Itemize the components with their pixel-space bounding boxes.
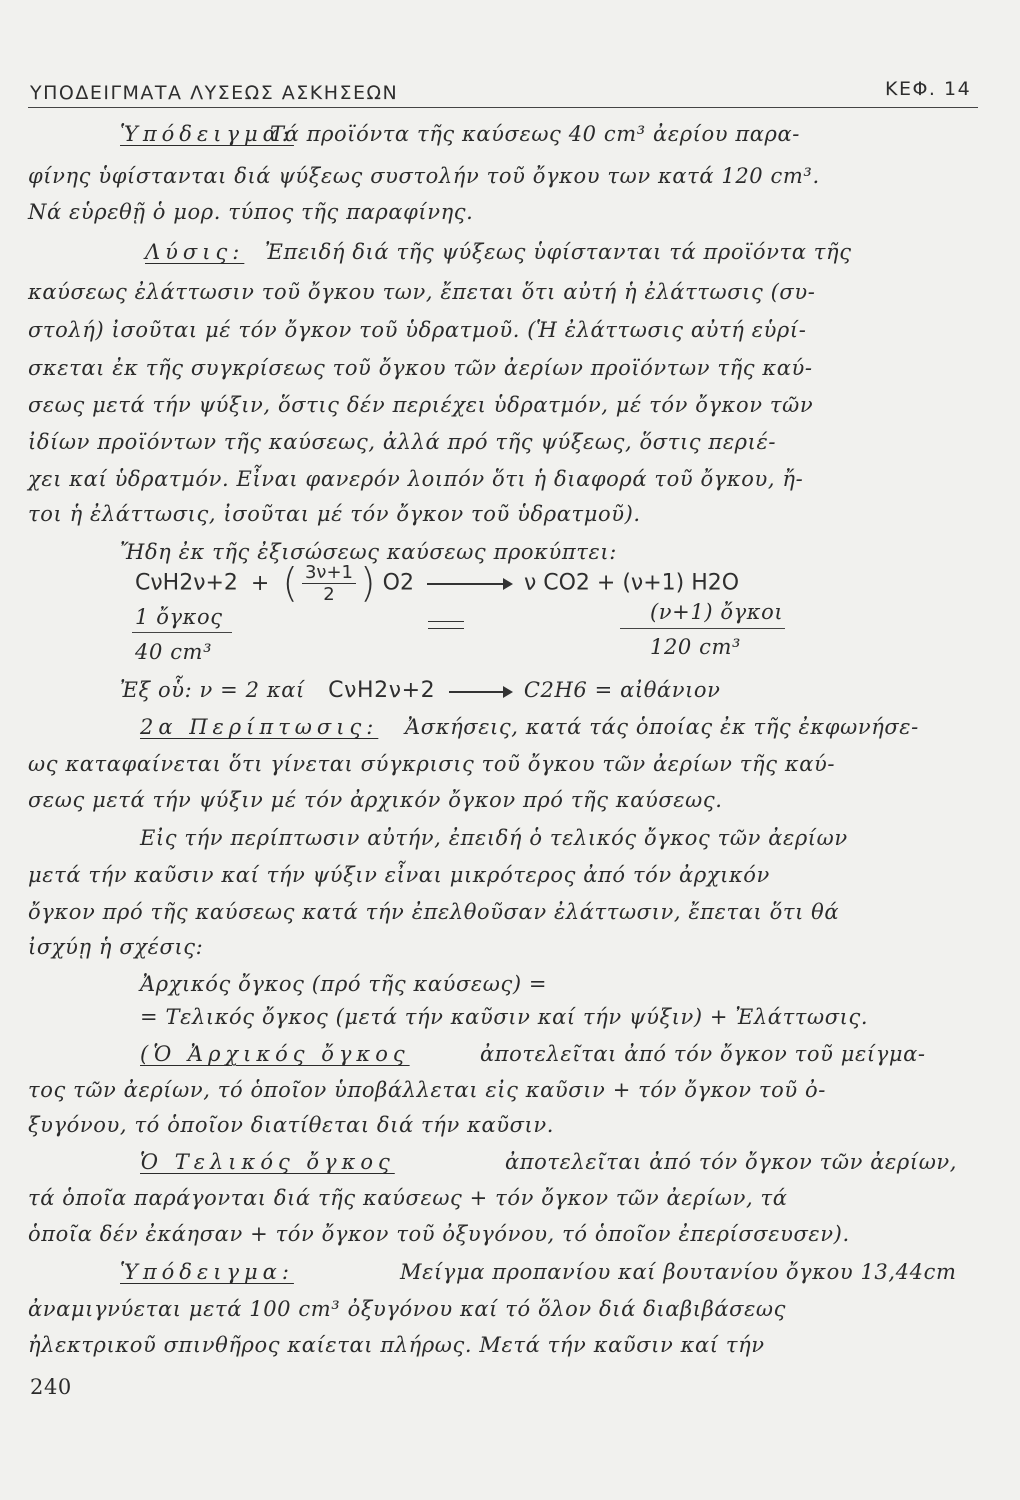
case2-line-5: μετά τήν καῦσιν καί τήν ψύξιν εἶναι μικρότερος ἀπό τόν ἀρχικόν — [28, 863, 770, 887]
solution-line-8: τοι ἡ ἐλάττωσις, ἰσοῦται μέ τόν ὄγκον τοῦ ὑδρατμοῦ). — [28, 502, 641, 526]
final-volume-line-1: ἀποτελεῖται ἀπό τόν ὄγκον τῶν ἀερίων, — [505, 1150, 958, 1174]
initial-volume-relation: Ἀρχικός ὄγκος (πρό τῆς καύσεως) = — [140, 972, 548, 996]
result-text: Ἐξ οὗ: ν = 2 καί — [120, 678, 305, 702]
case2-line-2: ως καταφαίνεται ὅτι γίνεται σύγκρισις τοῦ ὄγκου τῶν ἀερίων τῆς καύ- — [28, 752, 836, 776]
reaction-arrow-icon — [427, 583, 511, 585]
result-product: C2H6 = αἰθάνιον — [523, 678, 721, 702]
case2-title: 2α Περίπτωσις: — [140, 715, 379, 739]
solution-line-7: χει καί ὑδρατμόν. Εἶναι φανερόν λοιπόν ὅτι ἡ διαφορά τοῦ ὄγκου, ἤ- — [28, 467, 804, 491]
result-arrow-icon — [449, 691, 511, 693]
left-ratio-denominator: 40 cm³ — [135, 640, 213, 664]
final-volume-relation: = Τελικός ὄγκος (μετά τήν καῦσιν καί τήν ψύξιν) + Ἐλάττωσις. — [140, 1005, 869, 1029]
initial-volume-line-3: ξυγόνου, τό ὁποῖον διατίθεται διά τήν καῦσιν. — [28, 1113, 555, 1137]
solution-line-4: σκεται ἐκ τῆς συγκρίσεως τοῦ ὄγκου τῶν ἀερίων προϊόντων τῆς καύ- — [28, 356, 813, 380]
header-rule — [28, 107, 978, 108]
initial-volume-line-1: ἀποτελεῖται ἀπό τόν ὄγκον τοῦ μείγμα- — [480, 1042, 926, 1066]
example2-line-1: Μείγμα προπανίου καί βουτανίου ὄγκου 13,44cm — [400, 1260, 957, 1284]
solution-line-9: Ἤδη ἐκ τῆς ἐξισώσεως καύσεως προκύπτει: — [120, 540, 617, 564]
alkane-formula: CνH2ν+2 — [135, 570, 238, 596]
example1-line-3: Νά εὑρεθῇ ὁ μορ. τύπος τῆς παραφίνης. — [28, 200, 474, 224]
page-number: 240 — [30, 1375, 72, 1399]
result-line — [120, 678, 721, 703]
example1-line-2: φίνης ὑφίστανται διά ψύξεως συστολήν τοῦ ὄγκου των κατά 120 cm³. — [28, 164, 820, 188]
case2-line-3: σεως μετά τήν ψύξιν μέ τόν ἀρχικόν ὄγκον πρό τῆς καύσεως. — [28, 788, 723, 812]
example2-line-3: ἠλεκτρικοῦ σπινθῆρος καίεται πλήρως. Μετά τήν καῦσιν καί τήν — [28, 1333, 765, 1357]
solution-line-1: Ἐπειδή διά τῆς ψύξεως ὑφίστανται τά προϊόντα τῆς — [265, 240, 852, 264]
example2-line-2: ἀναμιγνύεται μετά 100 cm³ ὀξυγόνου καί τό ὅλον διά διαβιβάσεως — [28, 1297, 787, 1321]
example1-title: Ὑπόδειγμα: — [120, 122, 294, 146]
case2-line-4: Εἰς τήν περίπτωσιν αὐτήν, ἐπειδή ὁ τελικός ὄγκος τῶν ἀερίων — [140, 826, 848, 850]
example2-title: Ὑπόδειγμα: — [120, 1260, 294, 1284]
case2-line-6: ὄγκον πρό τῆς καύσεως κατά τήν ἐπελθοῦσαν ἐλάττωσιν, ἔπεται ὅτι θά — [28, 900, 840, 924]
combustion-equation — [135, 562, 739, 605]
running-header-title: ΥΠΟΔΕΙΓΜΑΤΑ ΛΥΣΕΩΣ ΑΣΚΗΣΕΩΝ — [30, 82, 399, 104]
oxygen-formula: O2 — [382, 570, 414, 596]
paren-close: ) — [360, 560, 376, 607]
solution-line-2: καύσεως ἐλάττωσιν τοῦ ὄγκου των, ἔπεται ὅτι αὐτή ἡ ἐλάττωσις (συ- — [28, 280, 816, 304]
products-formula: ν CO2 + (ν+1) H2O — [523, 570, 740, 596]
left-ratio-bar — [132, 632, 232, 633]
solution-line-3: στολή) ἰσοῦται μέ τόν ὄγκον τοῦ ὑδρατμοῦ. (Ἡ ἐλάττωσις αὐτή εὑρί- — [28, 318, 807, 342]
solution-title: Λύσις: — [145, 240, 245, 264]
initial-volume-title: (Ὁ Ἀρχικός ὄγκος — [140, 1042, 410, 1066]
final-volume-line-3: ὁποῖα δέν ἐκάησαν + τόν ὄγκον τοῦ ὀξυγόνου, τό ὁποῖον ἐπερίσσευσεν). — [28, 1222, 850, 1246]
example1-line-1: Τά προϊόντα τῆς καύσεως 40 cm³ ἀερίου παρα- — [270, 122, 800, 146]
left-ratio-numerator: 1 ὄγκος — [135, 605, 223, 629]
solution-line-6: ἰδίων προϊόντων τῆς καύσεως, ἀλλά πρό τῆς ψύξεως, ὅστις περιέ- — [28, 430, 777, 454]
right-ratio-denominator: 120 cm³ — [650, 635, 742, 659]
result-general-formula: CνH2ν+2 — [328, 678, 436, 703]
plus-sign: + — [250, 570, 270, 596]
solution-line-5: σεως μετά τήν ψύξιν, ὅστις δέν περιέχει ὑδρατμόν, μέ τόν ὄγκον τῶν — [28, 393, 814, 417]
equals-sign-icon — [428, 621, 464, 629]
initial-volume-line-2: τος τῶν ἀερίων, τό ὁποῖον ὑποβάλλεται εἰς καῦσιν + τόν ὄγκον τοῦ ὀ- — [28, 1078, 826, 1102]
right-ratio-bar — [620, 628, 785, 629]
case2-line-1: Ἀσκήσεις, κατά τάς ὁποίας ἐκ τῆς ἐκφωνήσε- — [405, 715, 919, 739]
final-volume-line-2: τά ὁποῖα παράγονται διά τῆς καύσεως + τόν ὄγκον τῶν ἀερίων, τά — [28, 1186, 788, 1210]
paren-open: ( — [282, 560, 298, 607]
final-volume-title: Ὁ Τελικός ὄγκος — [140, 1150, 395, 1174]
chapter-label: ΚΕΦ. 14 — [885, 78, 972, 100]
case2-line-7: ἰσχύῃ ἡ σχέσις: — [28, 935, 204, 959]
right-ratio-numerator: (ν+1) ὄγκοι — [650, 600, 784, 624]
oxygen-coefficient: $\frac{3\nu+1}{2}$ — [302, 562, 356, 605]
